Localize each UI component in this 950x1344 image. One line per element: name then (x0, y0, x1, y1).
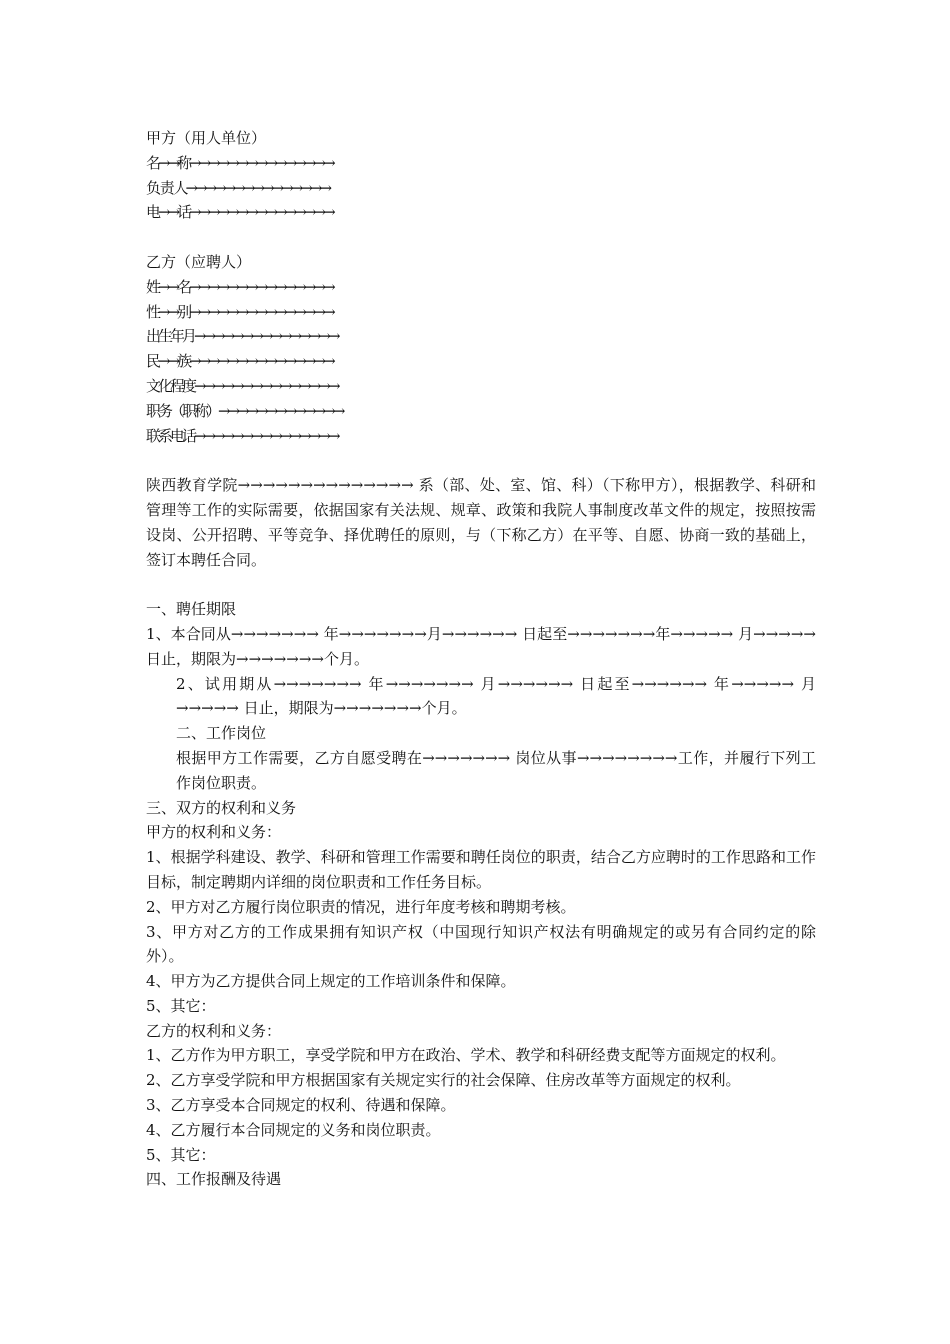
term-clause-1: 1、本合同从→→→→→→→ 年→→→→→→→月→→→→→→ 日起至→→→→→→→年→→→→→ 月→→→→→日止，期限为→→→→→→→个月。 (146, 624, 816, 668)
term-clause-2: 2、试用期从→→→→→→→ 年→→→→→→→ 月→→→→→→ 日起至→→→→→→ 年→→→→→ 月→→→→→ 日止，期限为→→→→→→→个月。 (176, 674, 816, 718)
section-2-title: 二、工作岗位 (176, 724, 267, 743)
section-3-title: 三、双方的权利和义务 (146, 798, 297, 817)
section-4-title: 四、工作报酬及待遇 (146, 1170, 282, 1189)
party-b-education-line: 文化程度→→→→→→→→→→→→→→→ (146, 376, 338, 395)
section-1-title: 一、聘任期限 (146, 600, 237, 619)
party-b-name-line: 姓→→名→→→→→→→→→→→→→→→ (146, 277, 333, 296)
party-a-phone-line: 电→→话→→→→→→→→→→→→→→→ (146, 203, 333, 222)
party-b-item: 3、乙方享受本合同规定的权利、待遇和保障。 (146, 1096, 456, 1115)
party-b-item: 5、其它： (146, 1145, 216, 1164)
party-a-leader-line: 负 责 人→→→→→→→→→→→→→→→ (146, 178, 330, 197)
spacer (146, 225, 816, 250)
party-a-item: 3、甲方对乙方的工作成果拥有知识产权（中国现行知识产权法有明确规定的或另有合同约定的除外）。 (146, 922, 816, 966)
party-b-title-line: 职务（职称）→→→→→→→→→→→→→ (146, 401, 343, 420)
party-b-heading: 乙方（应聘人） (146, 252, 252, 271)
contract-body (146, 126, 816, 1192)
party-a-name-line: 名→→称→→→→→→→→→→→→→→→ (146, 153, 333, 172)
party-b-item: 1、乙方作为甲方职工，享受学院和甲方在政治、学术、教学和科研经费支配等方面规定的权利。 (146, 1046, 786, 1065)
spacer (146, 448, 816, 473)
party-a-item: 5、其它： (146, 996, 216, 1015)
party-b-birth-line: 出生年月→→→→→→→→→→→→→→→ (146, 327, 338, 346)
spacer (146, 572, 816, 597)
position-clause: 根据甲方工作需要，乙方自愿受聘在→→→→→→→ 岗位从事→→→→→→→→工作，并履行下列工作岗位职责。 (176, 748, 816, 792)
party-b-rights-title: 乙方的权利和义务： (146, 1021, 282, 1040)
party-a-rights-title: 甲方的权利和义务： (146, 823, 282, 842)
party-a-item: 4、甲方为乙方提供合同上规定的工作培训条件和保障。 (146, 972, 516, 991)
party-b-item: 2、乙方享受学院和甲方根据国家有关规定实行的社会保障、住房改革等方面规定的权利。 (146, 1071, 741, 1090)
intro-paragraph: 陕西教育学院→→→→→→→→→→→→→→ 系（部、处、室、馆、科）（下称甲方），根据教学、科研和管理等工作的实际需要，依据国家有关法规、规章、政策和我院人事制度改革文件的规定，按照按需设岗、公开招聘、平等竞争、择优聘任的原则，与（下称乙方）在平等、自愿、协商一致的基础上，签订本聘任合同。 (146, 476, 816, 569)
party-b-item: 4、乙方履行本合同规定的义务和岗位职责。 (146, 1120, 441, 1139)
party-a-heading: 甲方（用人单位） (146, 129, 267, 147)
party-b-gender-line: 性→→别→→→→→→→→→→→→→→→ (146, 302, 333, 321)
party-a-item: 2、甲方对乙方履行岗位职责的情况，进行年度考核和聘期考核。 (146, 897, 576, 916)
party-b-contact-line: 联系电话→→→→→→→→→→→→→→→ (146, 426, 338, 445)
party-a-item: 1、根据学科建设、教学、科研和管理工作需要和聘任岗位的职责，结合乙方应聘时的工作思路和工作目标，制定聘期内详细的岗位职责和工作任务目标。 (146, 848, 816, 891)
party-b-ethnic-line: 民→→族→→→→→→→→→→→→→→→ (146, 352, 333, 371)
